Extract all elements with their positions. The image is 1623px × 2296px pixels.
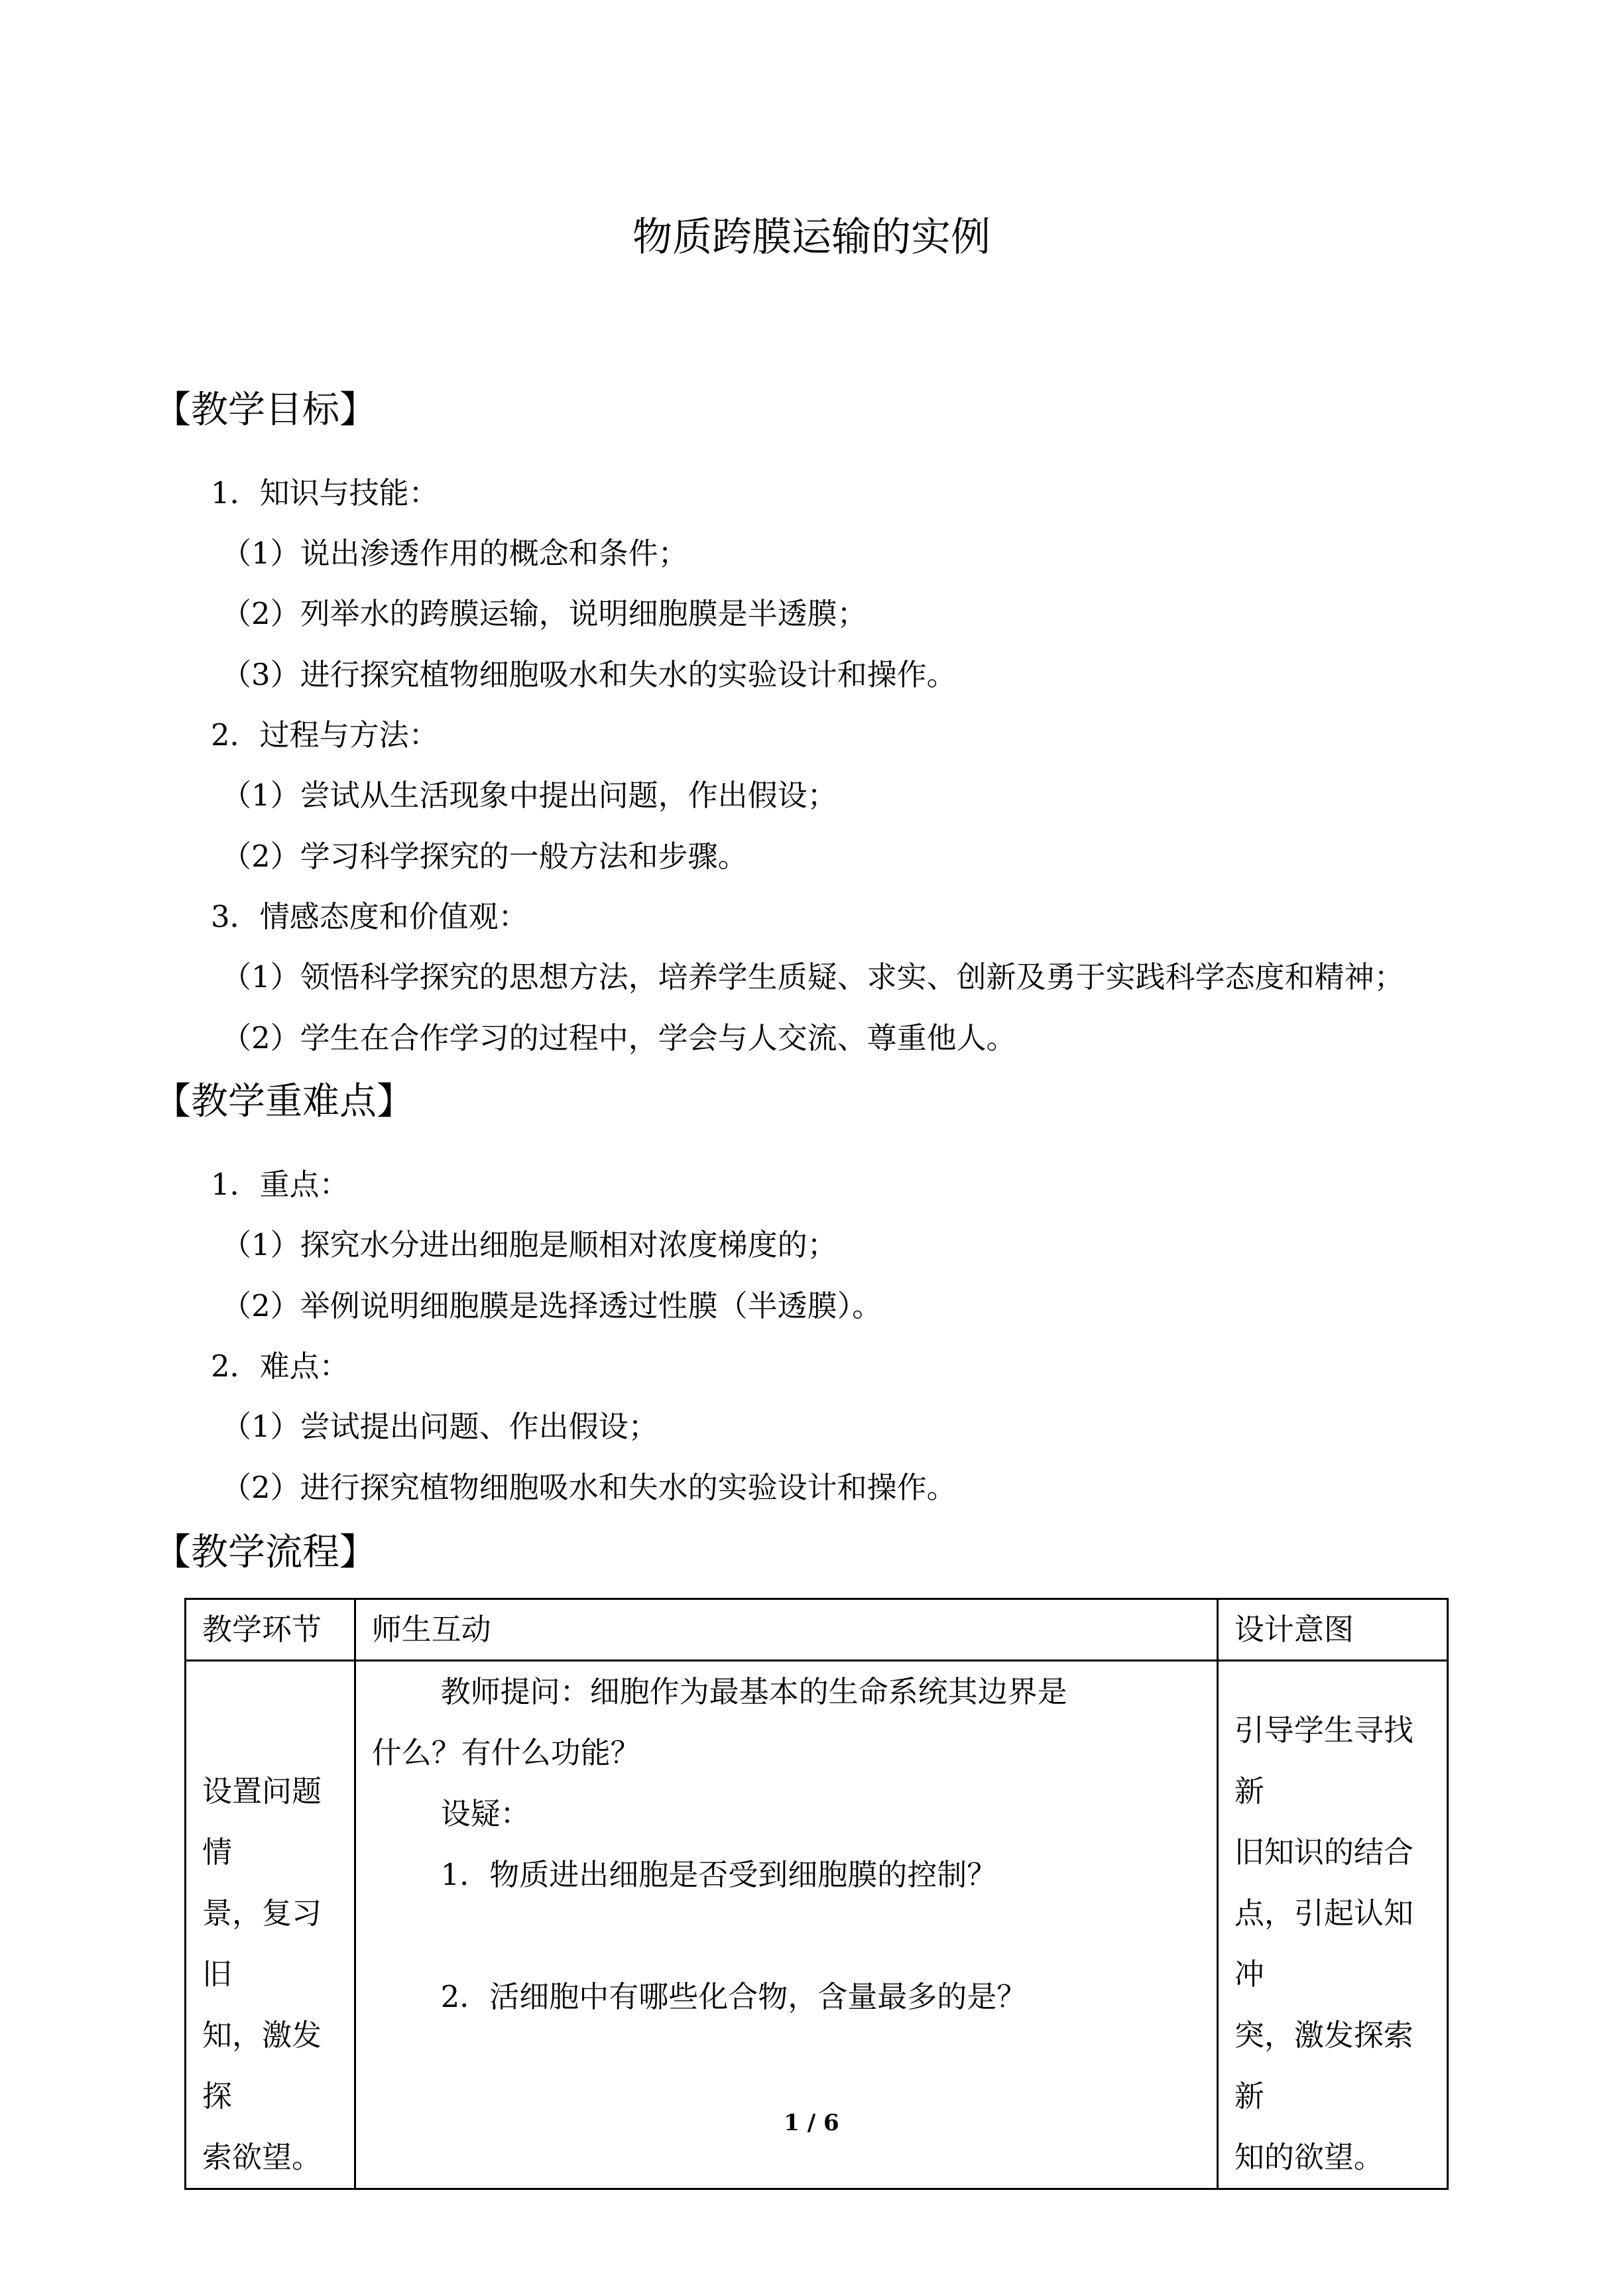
intent-text-line: 引导学生寻找新 <box>1234 1713 1413 1809</box>
stage-text-line: 景，复习旧 <box>202 1896 322 1992</box>
table-header-row <box>186 1599 1448 1661</box>
teaching-flow-table <box>184 1598 1449 2190</box>
teacher-question-line: 什么？有什么功能？ <box>371 1735 640 1770</box>
header-cell-intent: 设计意图 <box>1217 1599 1447 1661</box>
objective-line: （3）进行探究植物细胞吸水和失水的实验设计和操作。 <box>221 657 957 692</box>
doubt-item: 2．活细胞中有哪些化合物，含量最多的是？ <box>440 1979 1027 2014</box>
objective-line: （1）尝试从生活现象中提出问题，作出假设； <box>221 778 837 813</box>
objective-line: （1）领悟科学探究的思想方法，培养学生质疑、求实、创新及勇于实践科学态度和精神； <box>221 959 1404 995</box>
intent-text-line: 突，激发探索新 <box>1234 2018 1413 2114</box>
intent-text-line: 知的欲望。 <box>1234 2140 1384 2175</box>
key-point-line: （1）探究水分进出细胞是顺相对浓度梯度的； <box>221 1227 837 1262</box>
document-title: 物质跨膜运输的实例 <box>632 214 991 261</box>
doubt-label: 设疑： <box>440 1796 530 1831</box>
stage-text-line: 索欲望。 <box>202 2140 322 2175</box>
key-point-line: （2）举例说明细胞膜是选择透过性膜（半透膜）。 <box>221 1288 882 1323</box>
key-point-line: （1）尝试提出问题、作出假设； <box>221 1409 658 1444</box>
page-number: 1 / 6 <box>784 2110 839 2136</box>
teacher-question-line: 教师提问：细胞作为最基本的生命系统其边界是 <box>440 1674 1067 1709</box>
header-cell-stage: 教学环节 <box>186 1599 355 1661</box>
intent-text-line: 旧知识的结合 <box>1234 1835 1413 1870</box>
objective-line: （2）学生在合作学习的过程中，学会与人交流、尊重他人。 <box>221 1020 1016 1056</box>
blank-line <box>372 1905 1201 1966</box>
objective-line: 2．过程与方法： <box>211 717 439 753</box>
objective-line: （2）学习科学探究的一般方法和步骤。 <box>221 839 748 874</box>
key-point-line: 2．难点： <box>211 1349 349 1384</box>
stage-text-line: 设置问题情 <box>202 1774 322 1870</box>
objective-line: 1．知识与技能： <box>211 475 439 511</box>
section-heading-key-points: 【教学重难点】 <box>154 1080 414 1123</box>
key-point-line: 1．重点： <box>211 1167 349 1202</box>
intent-text-line: 点，引起认知冲 <box>1234 1896 1413 1992</box>
objective-line: （2）列举水的跨膜运输，说明细胞膜是半透膜； <box>221 596 867 631</box>
objective-line: （1）说出渗透作用的概念和条件； <box>221 536 688 571</box>
stage-text-line: 知，激发探 <box>202 2018 322 2114</box>
header-cell-interaction: 师生互动 <box>355 1599 1217 1661</box>
objective-line: 3．情感态度和价值观： <box>211 899 528 934</box>
key-point-line: （2）进行探究植物细胞吸水和失水的实验设计和操作。 <box>221 1470 957 1505</box>
section-heading-flow: 【教学流程】 <box>154 1531 377 1574</box>
doubt-item: 1．物质进出细胞是否受到细胞膜的控制？ <box>440 1857 997 1892</box>
section-heading-objectives: 【教学目标】 <box>154 389 377 432</box>
